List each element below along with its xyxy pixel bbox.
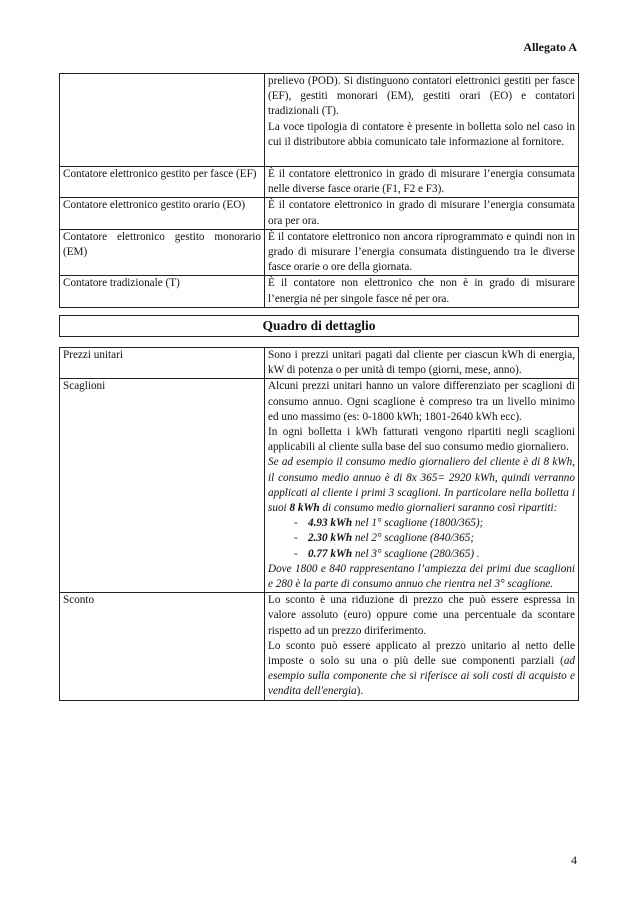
example-paragraph bbox=[268, 455, 575, 516]
empty-cell bbox=[60, 74, 265, 167]
section-title-table bbox=[59, 315, 579, 337]
table-row bbox=[60, 74, 579, 167]
term-cell: Contatore elettronico gestito orario (EO) bbox=[60, 198, 265, 229]
description-cell: Sono i prezzi unitari pagati dal cliente per ciascun kWh di energia, kW di potenza o per unità di tempo (giorni, mese, anno). bbox=[265, 348, 579, 379]
table-row bbox=[60, 167, 579, 198]
table-row bbox=[60, 276, 579, 307]
list-item: - 2.30 kWh nel 2° scaglione (840/365; bbox=[294, 531, 575, 546]
description-cell: È il contatore elettronico in grado di misurare l’energia consumata ora per ora. bbox=[265, 198, 579, 229]
description-cell bbox=[265, 593, 579, 700]
list-item: - 0.77 kWh nel 3° scaglione (280/365) . bbox=[294, 547, 575, 562]
description-cell: È il contatore elettronico non ancora riprogrammato e quindi non in grado di misurare l’energia consumata distinguendo tra le diverse fasce orarie o ore della giornata. bbox=[265, 229, 579, 276]
paragraph: In ogni bolletta i kWh fatturati vengono ripartiti negli scaglioni applicabili al cliente sulla base del suo consumo medio giornaliero. bbox=[268, 426, 575, 454]
description-cell bbox=[265, 74, 579, 167]
paragraph: La voce tipologia di contatore è presente in bolletta solo nel caso in cui il distributore abbia comunicato tale informazione al fornitore. bbox=[268, 120, 575, 148]
term-cell: Scaglioni bbox=[60, 379, 265, 593]
page-number: 4 bbox=[571, 853, 577, 867]
term-cell: Contatore tradizionale (T) bbox=[60, 276, 265, 307]
contatori-table bbox=[59, 73, 579, 308]
description-cell: È il contatore non elettronico che non è in grado di misurare l’energia né per singole fasce né per ora. bbox=[265, 276, 579, 307]
header-label: Allegato A bbox=[523, 40, 577, 54]
paragraph: prelievo (POD). Si distinguono contatori elettronici gestiti per fasce (EF), gestiti monorari (EM), gestiti orari (EO) e contatori tradizionali (T). bbox=[268, 75, 575, 118]
term-cell: Contatore elettronico gestito monorario (EM) bbox=[60, 229, 265, 276]
dettaglio-table bbox=[59, 347, 579, 701]
example-text: di consumo medio giornalieri saranno così ripartiti: bbox=[319, 502, 558, 515]
paragraph: Lo sconto può essere applicato al prezzo unitario al netto delle imposte o solo su una o più delle sue componenti parziali (ad esempio sulla componente che si riferisce ai soli costi di acquisto e vendita dell'energia). bbox=[268, 639, 575, 698]
description-cell: È il contatore elettronico in grado di misurare l’energia consumata nelle diverse fasce orarie (F1, F2 e F3). bbox=[265, 167, 579, 198]
section-title: Quadro di dettaglio bbox=[60, 316, 579, 337]
paragraph: Alcuni prezzi unitari hanno un valore differenziato per scaglioni di consumo annuo. Ogni scaglione è compreso tra un livello minimo ed uno massimo (es: 0-1800 kWh; 1801-2640 kWh ecc). bbox=[268, 380, 575, 423]
table-row bbox=[60, 348, 579, 379]
example-bold: 8 kWh bbox=[289, 502, 320, 515]
example-text: Se ad esempio il consumo medio giornaliero del cliente è di 8 kWh, il consumo medio annuo è di 8x 365= 2920 kWh, quindi verranno applicati al cliente i primi 3 scaglioni. In particolare nella bolletta i suoi bbox=[268, 456, 575, 515]
scaglioni-list bbox=[268, 516, 575, 562]
list-item: - 4.93 kWh nel 1° scaglione (1800/365); bbox=[294, 516, 575, 531]
table-row bbox=[60, 229, 579, 276]
table-row bbox=[60, 593, 579, 700]
paragraph: Lo sconto è una riduzione di prezzo che può essere espressa in valore assoluto (euro) oppure come una percentuale da scontare rispetto ad un prezzo diriferimento. bbox=[268, 594, 575, 637]
table-row bbox=[60, 379, 579, 593]
term-cell: Contatore elettronico gestito per fasce (EF) bbox=[60, 167, 265, 198]
term-cell: Prezzi unitari bbox=[60, 348, 265, 379]
table-row bbox=[60, 198, 579, 229]
term-cell: Sconto bbox=[60, 593, 265, 700]
description-cell bbox=[265, 379, 579, 593]
closing-paragraph: Dove 1800 e 840 rappresentano l’ampiezza dei primi due scaglioni e 280 è la parte di consumo annuo che rientra nel 3° scaglione. bbox=[268, 562, 575, 591]
